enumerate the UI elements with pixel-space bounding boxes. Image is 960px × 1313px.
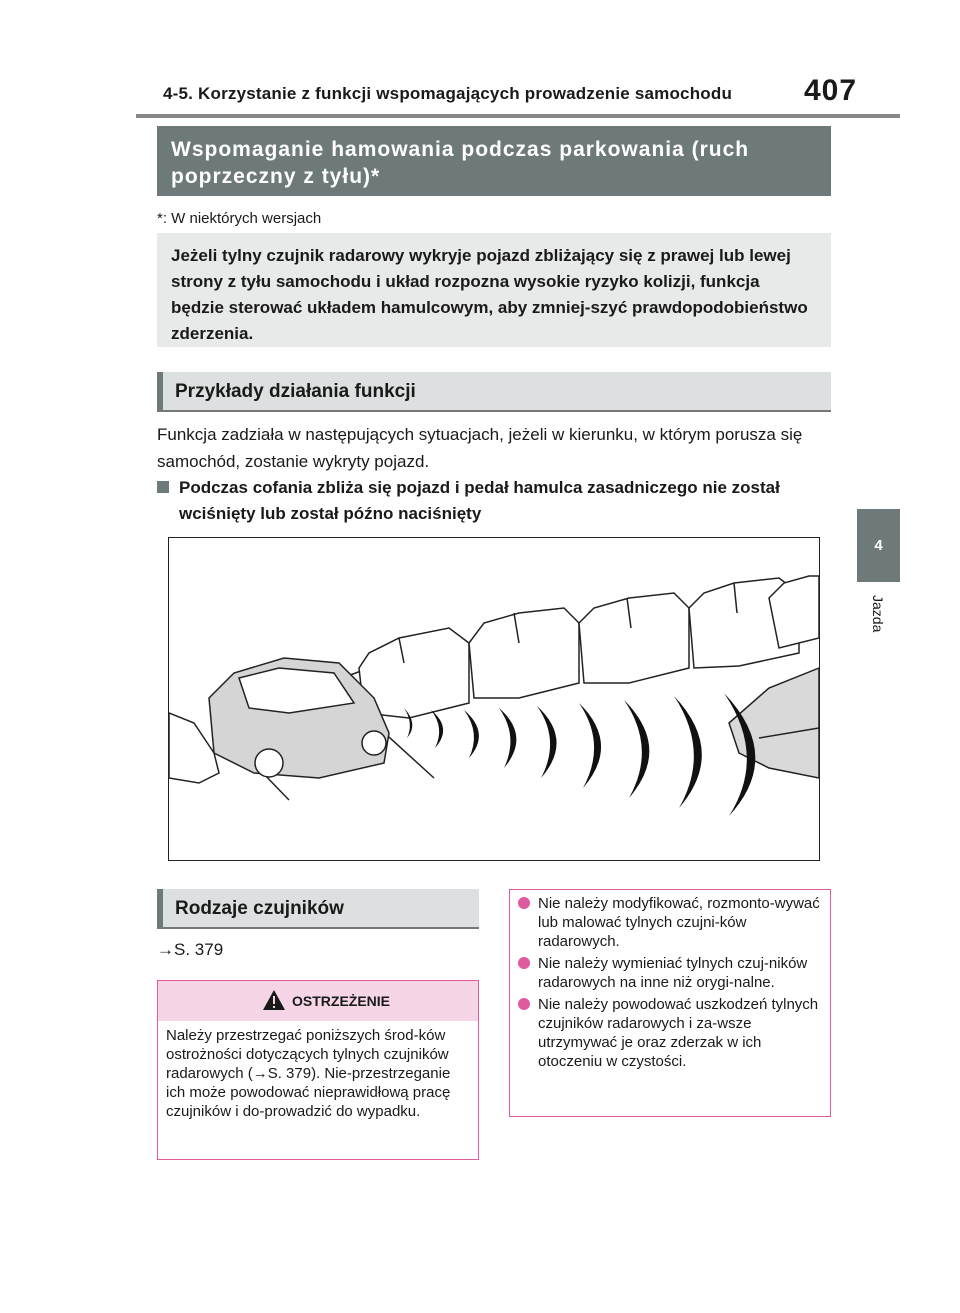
example-bullet bbox=[157, 475, 831, 527]
note-item bbox=[518, 954, 824, 992]
note-text: Nie należy wymieniać tylnych czuj-ników radarowych na inne niż orygi-nalne. bbox=[538, 955, 808, 991]
note-item bbox=[518, 894, 824, 951]
examples-heading bbox=[157, 372, 831, 412]
warning-body: Należy przestrzegać poniższych środ-ków ostrożności dotyczących tylnych czujników radarowych (→S. 379). Nie-przestrzeganie ich może powodować nieprawidłową pracę czujników i do-prowadzić do wypadku. bbox=[166, 1027, 451, 1120]
chapter-tab[interactable] bbox=[857, 509, 900, 582]
header-rule bbox=[136, 114, 900, 118]
chapter-tab-label: Jazda bbox=[870, 595, 886, 633]
note-text: Nie należy modyfikować, rozmonto-wywać lub malować tylnych czujni-ków radarowych. bbox=[538, 895, 820, 950]
example-bullet-text: Podczas cofania zbliża się pojazd i pedał hamulca zasadniczego nie został wciśnięty lub został późno naciśnięty bbox=[179, 478, 780, 523]
square-bullet-icon bbox=[157, 481, 169, 493]
warning-box bbox=[157, 980, 479, 1160]
footnote: *: W niektórych wersjach bbox=[157, 210, 322, 227]
examples-heading-text: Przykłady działania funkcji bbox=[175, 381, 416, 402]
pink-dot-icon bbox=[518, 998, 530, 1010]
parking-illustration bbox=[168, 537, 820, 861]
parking-scene-drawing bbox=[169, 538, 819, 860]
chapter-title: 4-5. Korzystanie z funkcji wspomagających prowadzenie samochodu bbox=[163, 84, 733, 103]
notes-box bbox=[509, 889, 831, 1117]
intro-text: Jeżeli tylny czujnik radarowy wykryje pojazd zbliżający się z prawej lub lewej strony z tyłu samochodu i układ rozpozna wysokie ryzyko kolizji, funkcja będzie sterować układem hamulcowym, aby zmniej-szyć prawdopodobieństwo zderzenia. bbox=[157, 233, 831, 347]
warning-header bbox=[158, 981, 478, 1021]
chapter-tab-number: 4 bbox=[874, 537, 883, 554]
pink-dot-icon bbox=[518, 957, 530, 969]
sensors-heading-text: Rodzaje czujników bbox=[175, 898, 344, 919]
note-text: Nie należy powodować uszkodzeń tylnych czujników radarowych i za-wsze utrzymywać je oraz zderzak w ich otoczeniu w czystości. bbox=[538, 996, 819, 1070]
examples-text: Funkcja zadziała w następujących sytuacjach, jeżeli w kierunku, w którym porusza się samochód, zostanie wykryty pojazd. bbox=[157, 425, 803, 471]
note-item bbox=[518, 995, 824, 1071]
warning-triangle-icon bbox=[262, 989, 286, 1011]
page-number: 407 bbox=[804, 74, 858, 107]
section-title: Wspomaganie hamowania podczas parkowania (ruch poprzeczny z tyłu)* bbox=[157, 126, 831, 196]
sensors-reference-link[interactable]: →S. 379 bbox=[157, 940, 224, 959]
sensors-heading bbox=[157, 889, 479, 929]
warning-title: OSTRZEŻENIE bbox=[292, 993, 391, 1009]
pink-dot-icon bbox=[518, 897, 530, 909]
